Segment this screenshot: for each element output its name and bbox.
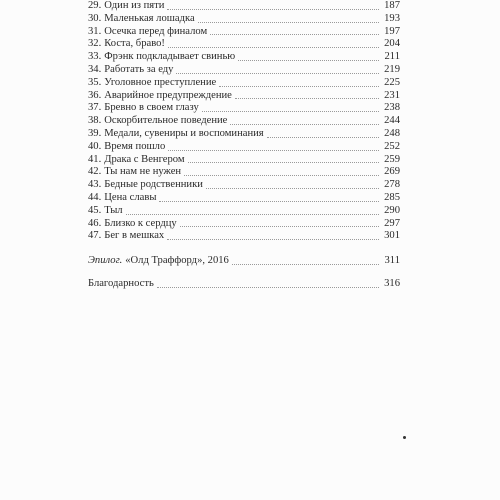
- toc-entry: [88, 26, 400, 39]
- chapter-number: 33.: [88, 51, 102, 63]
- chapter-title: Осечка перед финалом: [104, 25, 208, 37]
- toc-entry: [88, 90, 400, 103]
- chapter-number: 39.: [88, 127, 102, 139]
- chapter-page-number: 285: [384, 191, 400, 203]
- chapter-title: Цена славы: [104, 191, 157, 203]
- chapter-number: 42.: [88, 166, 102, 178]
- chapter-page-number: 197: [384, 25, 400, 37]
- chapter-page-number: 187: [384, 0, 400, 11]
- chapter-page-number: 211: [384, 51, 400, 63]
- toc-entry: [88, 77, 400, 90]
- toc-entry: [88, 102, 400, 115]
- chapter-title: Аварийное предупреждение: [104, 89, 232, 101]
- chapter-number: 36.: [88, 89, 102, 101]
- toc-entry: [88, 38, 400, 51]
- dot-leader: [159, 200, 379, 202]
- chapter-number: 30.: [88, 12, 102, 24]
- toc-entry-epilogue: [88, 255, 400, 268]
- chapter-title: Медали, сувениры и воспоминания: [104, 127, 264, 139]
- toc-entry: [88, 115, 400, 128]
- dot-leader: [210, 33, 379, 35]
- dot-leader: [230, 123, 379, 125]
- chapter-page-number: 219: [384, 63, 400, 75]
- print-mark: [403, 436, 406, 439]
- chapter-title: Близко к сердцу: [104, 217, 177, 229]
- chapter-number: 41.: [88, 153, 102, 165]
- dot-leader: [235, 97, 379, 99]
- dot-leader: [188, 161, 379, 163]
- toc-entry: [88, 205, 400, 218]
- chapter-page-number: 297: [384, 217, 400, 229]
- chapter-number: 35.: [88, 76, 102, 88]
- dot-leader: [198, 21, 379, 23]
- chapter-title: Ты нам не нужен: [104, 166, 182, 178]
- chapter-title: Бревно в своем глазу: [104, 102, 199, 114]
- chapter-number: 38.: [88, 115, 102, 127]
- chapter-page-number: 248: [384, 127, 400, 139]
- toc-entry-acknowledgments: [88, 278, 400, 291]
- chapter-number: 37.: [88, 102, 102, 114]
- toc-entry: [88, 154, 400, 167]
- chapter-number: 40.: [88, 140, 102, 152]
- chapter-number: 34.: [88, 63, 102, 75]
- chapter-number: 46.: [88, 217, 102, 229]
- chapter-number: 44.: [88, 191, 102, 203]
- chapter-page-number: 204: [384, 38, 400, 50]
- spacer: [88, 268, 400, 278]
- dot-leader: [180, 225, 379, 227]
- chapter-number: 47.: [88, 230, 102, 242]
- chapter-title: Один из пяти: [104, 0, 165, 11]
- chapter-title: Маленькая лошадка: [104, 12, 195, 24]
- chapter-page-number: 252: [384, 140, 400, 152]
- dot-leader: [267, 136, 379, 138]
- dot-leader: [168, 149, 379, 151]
- dot-leader: [167, 8, 379, 10]
- toc-entry: [88, 51, 400, 64]
- chapter-page-number: 278: [384, 179, 400, 191]
- dot-leader: [126, 213, 379, 215]
- toc-entry: [88, 141, 400, 154]
- chapter-number: 32.: [88, 38, 102, 50]
- chapter-page-number: 244: [384, 115, 400, 127]
- chapter-title: Тыл: [104, 204, 123, 216]
- chapter-page-number: 193: [384, 12, 400, 24]
- epilogue-page-number: 311: [384, 255, 400, 267]
- chapter-title: Бег в мешках: [104, 230, 165, 242]
- dot-leader: [202, 110, 379, 112]
- chapter-list: [88, 0, 400, 243]
- chapter-page-number: 238: [384, 102, 400, 114]
- spacer: [88, 243, 400, 255]
- chapter-title: Работать за еду: [104, 63, 174, 75]
- dot-leader: [232, 263, 379, 265]
- dot-leader: [168, 46, 379, 48]
- chapter-number: 43.: [88, 179, 102, 191]
- chapter-number: 45.: [88, 204, 102, 216]
- toc-entry: [88, 192, 400, 205]
- toc-entry: [88, 166, 400, 179]
- table-of-contents: [88, 0, 400, 291]
- toc-entry: [88, 64, 400, 77]
- chapter-title: Драка с Венгером: [104, 153, 185, 165]
- chapter-title: Оскорбительное поведение: [104, 115, 228, 127]
- dot-leader: [176, 72, 379, 74]
- chapter-number: 31.: [88, 25, 102, 37]
- epilogue-label: Эпилог.: [88, 255, 123, 267]
- toc-entry: [88, 218, 400, 231]
- toc-entry: [88, 0, 400, 13]
- dot-leader: [184, 174, 379, 176]
- chapter-page-number: 290: [384, 204, 400, 216]
- chapter-title: Коста, браво!: [104, 38, 165, 50]
- chapter-page-number: 231: [384, 89, 400, 101]
- chapter-page-number: 269: [384, 166, 400, 178]
- dot-leader: [206, 187, 379, 189]
- chapter-page-number: 225: [384, 76, 400, 88]
- acknowledgments-page-number: 316: [384, 277, 400, 289]
- toc-entry: [88, 179, 400, 192]
- epilogue-title: «Олд Траффорд», 2016: [125, 255, 229, 267]
- dot-leader: [238, 59, 379, 61]
- toc-entry: [88, 13, 400, 26]
- chapter-title: Уголовное преступление: [104, 76, 217, 88]
- dot-leader: [219, 85, 379, 87]
- dot-leader: [167, 238, 379, 240]
- toc-entry: [88, 230, 400, 243]
- chapter-title: Время пошло: [104, 140, 166, 152]
- acknowledgments-title: Благодарность: [88, 277, 154, 289]
- toc-entry: [88, 128, 400, 141]
- chapter-page-number: 259: [384, 153, 400, 165]
- chapter-page-number: 301: [384, 230, 400, 242]
- dot-leader: [157, 286, 379, 288]
- chapter-number: 29.: [88, 0, 102, 11]
- chapter-title: Бедные родственники: [104, 179, 203, 191]
- chapter-title: Фрэнк подкладывает свинью: [104, 51, 236, 63]
